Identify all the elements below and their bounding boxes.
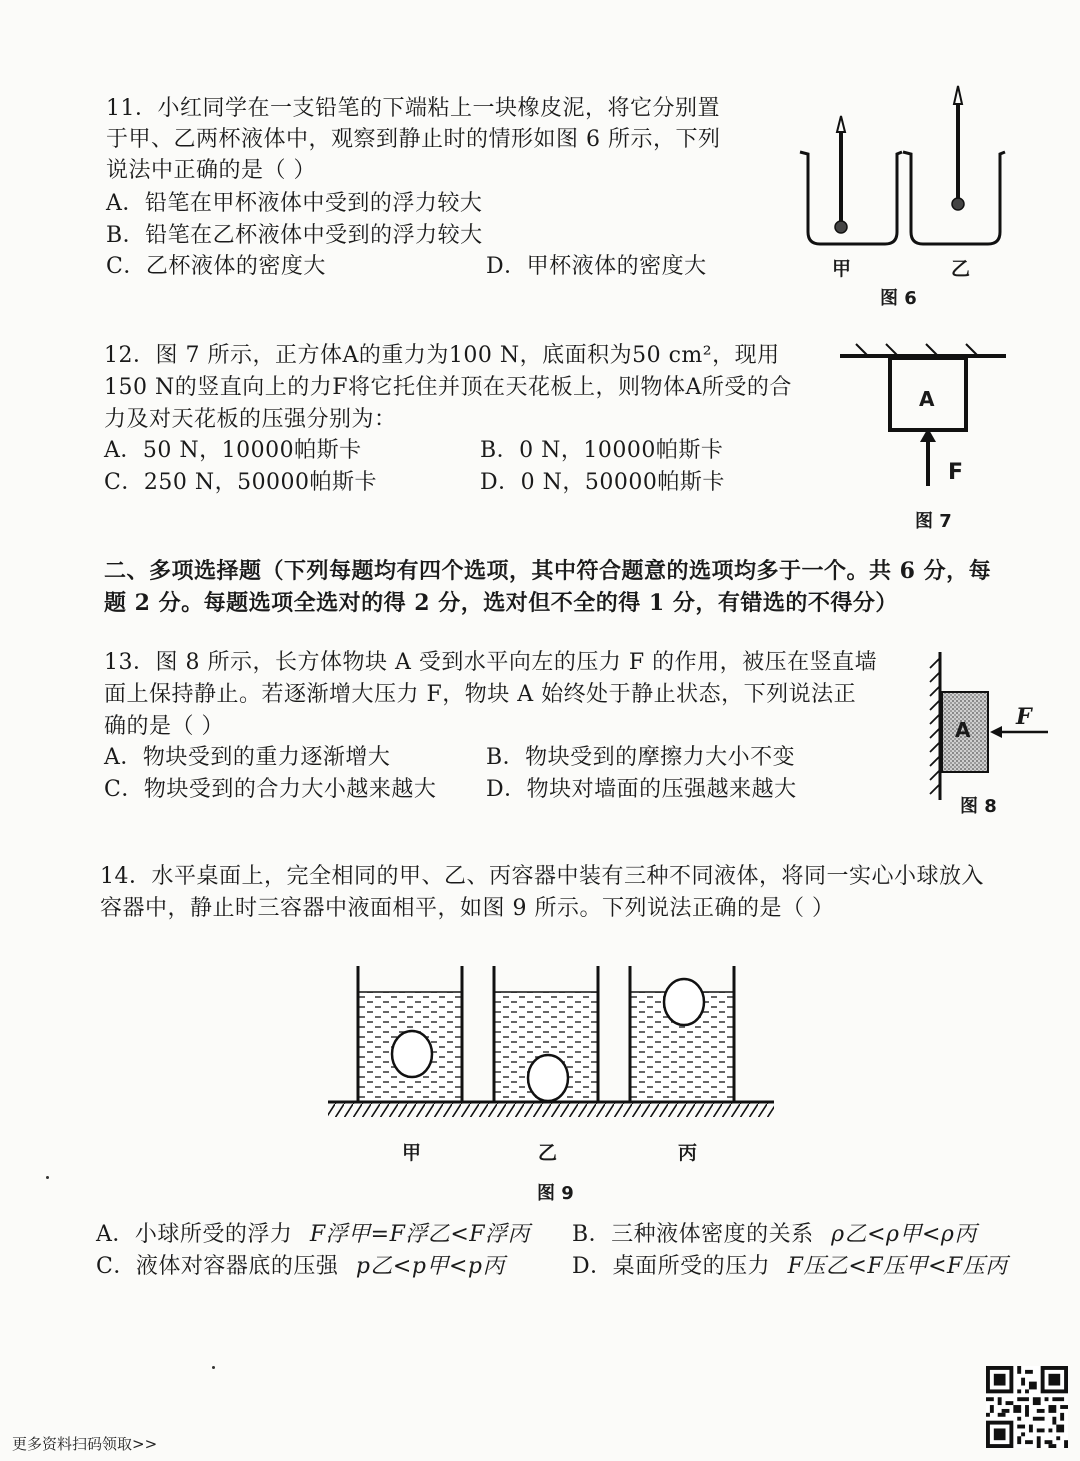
q13-option-a: A．物块受到的重力逐渐增大 <box>104 745 391 770</box>
fig9-caption: 图 9 <box>537 1183 574 1204</box>
q14-stem-line-2: 容器中，静止时三容器中液面相平，如图 9 所示。下列说法正确的是（ ） <box>100 896 835 921</box>
q11-option-a: A．铅笔在甲杯液体中受到的浮力较大 <box>106 191 483 216</box>
q12-option-b: B．0 N，10000帕斯卡 <box>480 438 724 463</box>
q14-option-b <box>572 1220 977 1250</box>
q14-option-a <box>96 1220 530 1250</box>
q12-option-c: C．250 N，50000帕斯卡 <box>104 470 378 495</box>
section-2-line-1: 二、多项选择题（下列每题均有四个选项，其中符合题意的选项均多于一个。共 6 分，每 <box>104 558 992 584</box>
q14-option-c-text: C．液体对容器底的压强 <box>96 1254 339 1279</box>
q11-option-c: C．乙杯液体的密度大 <box>106 254 326 279</box>
q12-option-d: D．0 N，50000帕斯卡 <box>480 470 725 495</box>
figure-6 <box>790 82 1000 282</box>
q14-option-b-formula: ρ乙<ρ甲<ρ丙 <box>831 1222 977 1247</box>
fig7-force-label: F <box>948 460 964 485</box>
q14-stem-line-1: 14．水平桌面上，完全相同的甲、乙、丙容器中装有三种不同液体，将同一实心小球放入 <box>100 864 984 889</box>
q14-option-d <box>572 1252 1008 1282</box>
q11-stem-line-3: 说法中正确的是（ ） <box>106 158 316 183</box>
q14-option-a-text: A．小球所受的浮力 <box>96 1222 293 1247</box>
q12-option-a: A．50 N，10000帕斯卡 <box>104 438 362 463</box>
fig9-label-bing: 丙 <box>678 1142 698 1164</box>
q14-option-b-text: B．三种液体密度的关系 <box>572 1222 814 1247</box>
fig8-caption: 图 8 <box>960 796 997 817</box>
fig7-caption: 图 7 <box>915 511 952 532</box>
q13-option-c: C．物块受到的合力大小越来越大 <box>104 777 437 802</box>
fig8-force-label: F <box>1016 704 1032 730</box>
q14-option-d-text: D．桌面所受的压力 <box>572 1254 771 1279</box>
q13-option-d: D．物块对墙面的压强越来越大 <box>486 777 797 802</box>
fig6-label-left: 甲 <box>832 258 852 280</box>
scan-speck <box>46 1176 49 1179</box>
q11-option-d: D．甲杯液体的密度大 <box>486 254 707 279</box>
fig9-label-jia: 甲 <box>402 1142 422 1164</box>
q13-stem-line-1: 13．图 8 所示，长方体物块 A 受到水平向左的压力 F 的作用，被压在竖直墙 <box>104 650 878 675</box>
q14-option-c <box>96 1252 505 1282</box>
fig6-caption: 图 6 <box>880 288 917 309</box>
fig8-block-label: A <box>955 718 971 742</box>
q12-stem-line-2: 150 N的竖直向上的力F将它托住并顶在天花板上，则物体A所受的合 <box>104 375 792 400</box>
figure-8 <box>920 648 1060 808</box>
figure-7 <box>838 336 1008 496</box>
q14-option-a-formula: F浮甲=F浮乙<F浮丙 <box>309 1222 531 1247</box>
scan-speck <box>212 1366 215 1369</box>
fig6-label-right: 乙 <box>951 258 971 280</box>
q13-option-b: B．物块受到的摩擦力大小不变 <box>486 745 796 770</box>
footer-promo-text[interactable]: 更多资料扫码领取>> <box>12 1435 158 1453</box>
figure-9 <box>326 964 778 1124</box>
fig9-label-yi: 乙 <box>538 1142 558 1164</box>
fig7-block-label: A <box>919 387 935 411</box>
q14-option-c-formula: p乙<p甲<p丙 <box>355 1254 505 1279</box>
q12-stem-line-3: 力及对天花板的压强分别为： <box>104 407 397 432</box>
q11-stem-line-2: 于甲、乙两杯液体中，观察到静止时的情形如图 6 所示，下列 <box>106 127 721 152</box>
section-2-line-2: 题 2 分。每题选项全选对的得 2 分，选对但不全的得 1 分，有错选的不得分） <box>104 590 898 616</box>
q11-option-b: B．铅笔在乙杯液体中受到的浮力较大 <box>106 223 483 248</box>
q14-option-d-formula: F压乙<F压甲<F压丙 <box>787 1254 1008 1279</box>
q12-stem-line-1: 12．图 7 所示，正方体A的重力为100 N，底面积为50 cm²，现用 <box>104 343 780 368</box>
qr-code-icon[interactable] <box>986 1366 1068 1448</box>
q13-stem-line-3: 确的是（ ） <box>104 714 224 739</box>
q13-stem-line-2: 面上保持静止。若逐渐增大压力 F，物块 A 始终处于静止状态，下列说法正 <box>104 682 857 707</box>
q11-stem-line-1: 11．小红同学在一支铅笔的下端粘上一块橡皮泥，将它分别置 <box>106 96 720 121</box>
